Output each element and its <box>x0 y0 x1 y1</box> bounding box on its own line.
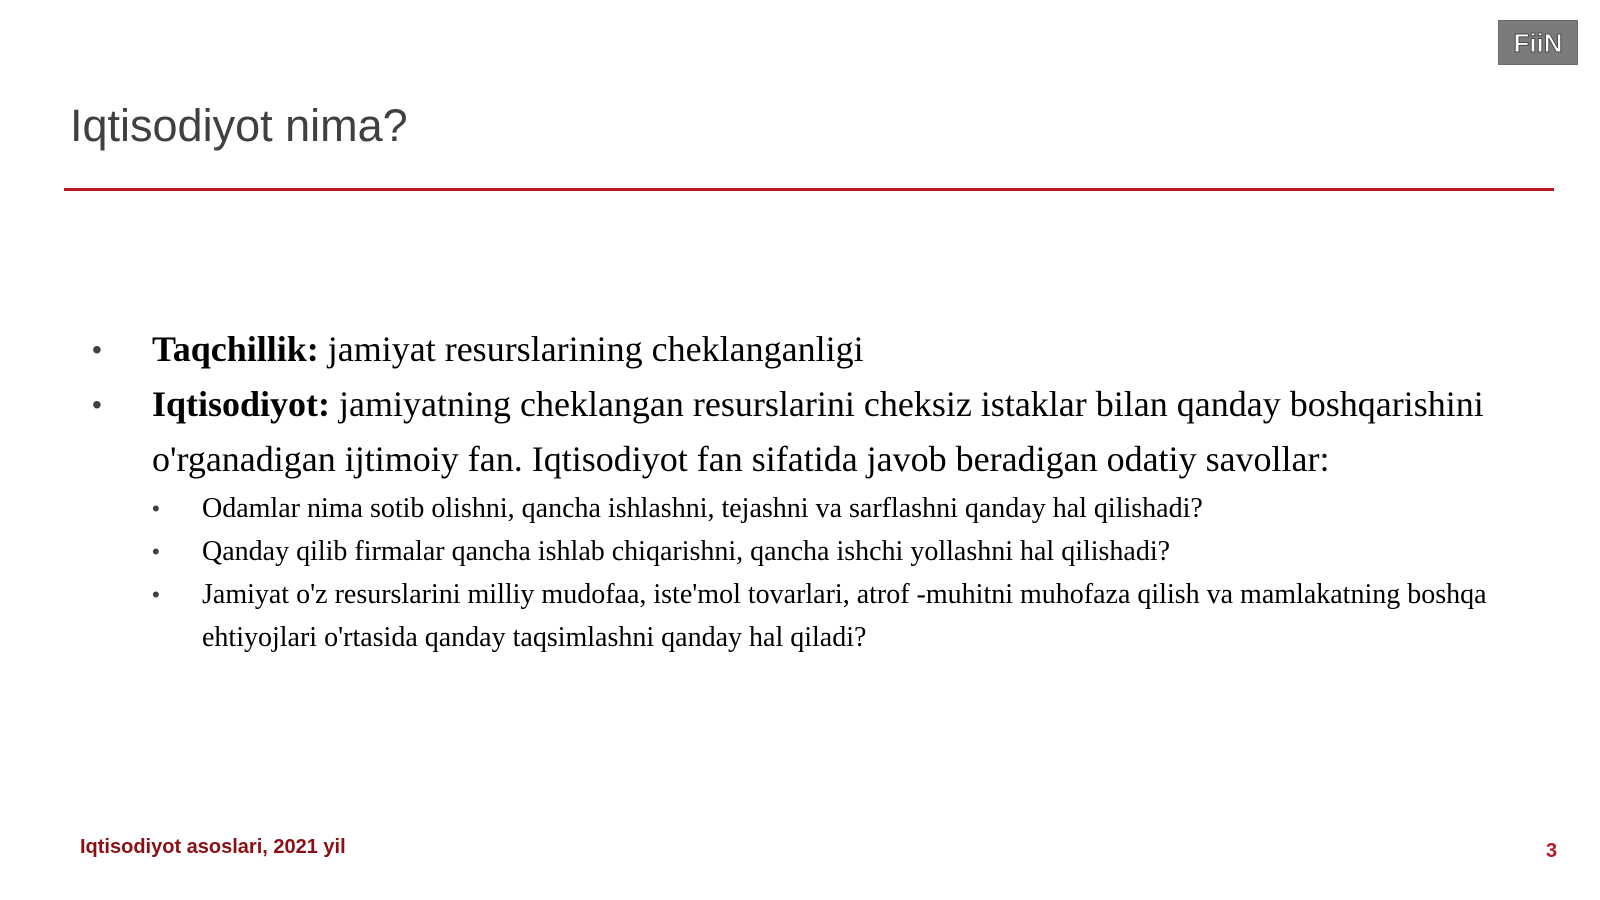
sub-bullet-text: Odamlar nima sotib olishni, qancha ishlashni, tejashni va sarflashni qanday hal qilishadi? <box>202 493 1203 524</box>
sub-bullet-list <box>152 487 1492 659</box>
sub-bullet-text: Jamiyat o'z resurslarini milliy mudofaa, iste'mol tovarlari, atrof -muhitni muhofaza qilish va mamlakatning boshqa ehtiyojlari o'rtasida qanday taqsimlashni qanday hal qiladi? <box>202 579 1487 653</box>
sub-bullet-item <box>152 573 1492 659</box>
sub-bullet-text: Qanday qilib firmalar qancha ishlab chiqarishni, qancha ishchi yollashni hal qilishadi? <box>202 536 1171 567</box>
sub-bullet-icon: • <box>152 496 160 521</box>
bullet-text: jamiyat resurslarining cheklanganligi <box>318 329 864 369</box>
bullet-term: Taqchillik: <box>152 329 319 369</box>
fiin-logo <box>1498 20 1578 65</box>
title-divider <box>64 188 1554 191</box>
bullet-item-taqchillik <box>92 322 1492 377</box>
footer-course-title: Iqtisodiyot asoslari, 2021 yil <box>80 836 346 858</box>
sub-bullet-item <box>152 530 1492 573</box>
bullet-icon: • <box>92 334 102 365</box>
bullet-text: jamiyatning cheklangan resurslarini cheksiz istaklar bilan qanday boshqarishini o'rganadigan ijtimoiy fan. Iqtisodiyot fan sifatida javob beradigan odatiy savollar: <box>152 384 1484 479</box>
sub-bullet-icon: • <box>152 539 160 564</box>
sub-bullet-item <box>152 487 1492 530</box>
bullet-term: Iqtisodiyot: <box>152 384 331 424</box>
slide-title: Iqtisodiyot nima? <box>70 100 408 151</box>
logo-text: FiiN <box>1513 27 1563 58</box>
slide-content <box>92 322 1492 659</box>
page-number: 3 <box>1546 840 1558 862</box>
bullet-icon: • <box>92 389 102 420</box>
sub-bullet-icon: • <box>152 582 160 607</box>
bullet-item-iqtisodiyot <box>92 377 1492 487</box>
